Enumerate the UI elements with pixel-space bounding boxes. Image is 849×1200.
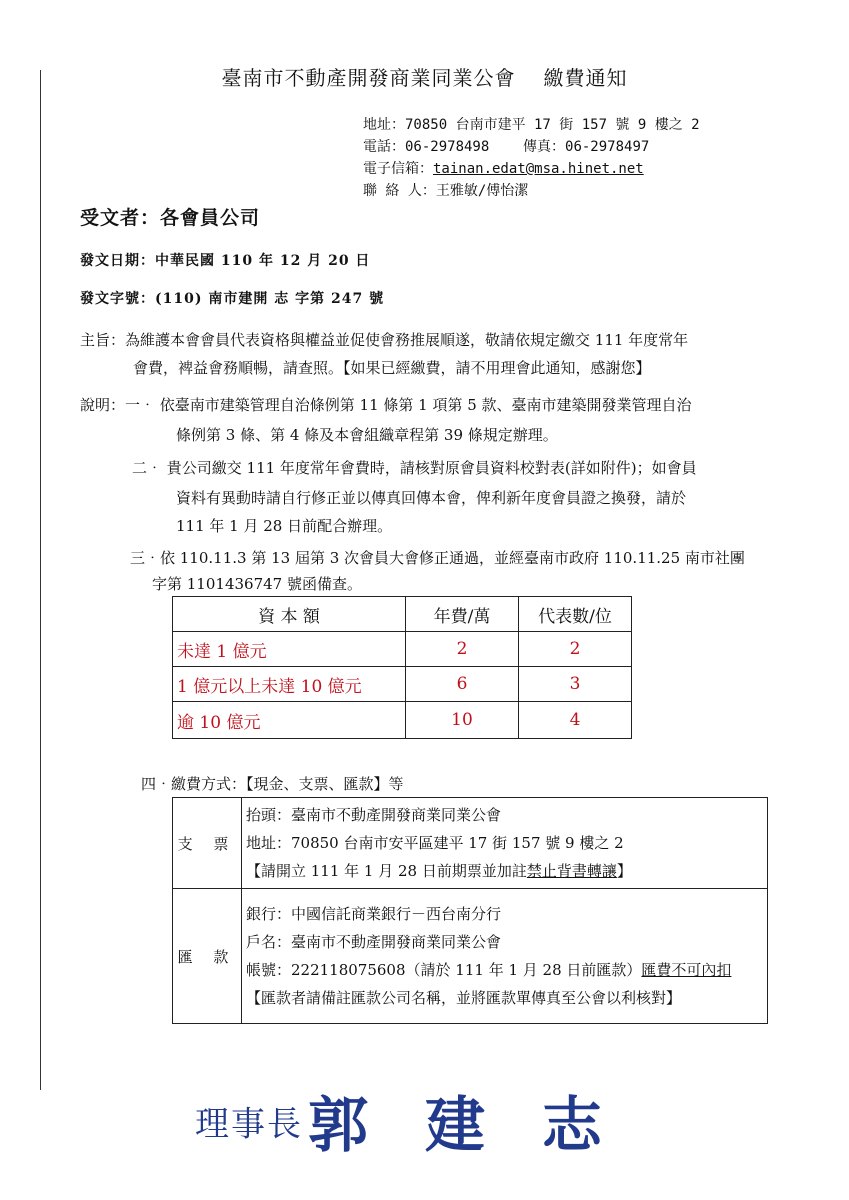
wire-account — [246, 956, 763, 984]
contact-address: 地址：70850 台南市建平 17 街 157 號 9 樓之 2 — [363, 117, 700, 133]
reps-cell: 2 — [519, 632, 632, 667]
fee-table-header — [173, 597, 632, 632]
reps-cell: 4 — [519, 702, 632, 739]
signature-role: 理事長 — [195, 1104, 303, 1145]
fee-table — [172, 596, 632, 739]
org-name: 臺南市不動產開發商業同業公會 — [221, 66, 516, 90]
wire-label: 匯 款 — [173, 889, 242, 1024]
table-row — [173, 702, 632, 739]
explanation-item2-line3: 111 年 1 月 28 日前配合辦理。 — [176, 517, 393, 535]
check-note-post: 】 — [616, 862, 632, 880]
subject-line-1: 主旨：為維護本會會員代表資格與權益並促使會務推展順遂，敬請依規定繳交 111 年度常年 — [80, 331, 689, 349]
recipient: 受文者：各會員公司 — [80, 207, 261, 229]
explanation-item3-line1: 三‧依 110.11.3 第 13 屆第 3 次會員大會修正通過，並經臺南市政府 110.11.25 南市社團 — [130, 549, 745, 567]
explanation-item1-line2: 條例第 3 條、第 4 條及本會組織章程第 39 條規定辦理。 — [176, 426, 558, 444]
wire-account-number: 帳號：222118075608（請於 111 年 1 月 28 日前匯款） — [246, 961, 642, 979]
fee-cell: 6 — [406, 667, 519, 702]
contact-fax: 傳真：06-2978497 — [523, 139, 650, 155]
header-capital: 資 本 額 — [173, 597, 406, 632]
payment-row-check — [173, 798, 768, 889]
wire-account-emphasis: 匯費不可內扣 — [641, 961, 732, 979]
check-note-pre: 【請開立 111 年 1 月 28 日前期票並加註 — [246, 862, 527, 880]
fee-cell: 2 — [406, 632, 519, 667]
page-title — [0, 62, 849, 91]
contact-person: 聯 絡 人：王雅敏/傅怡潔 — [363, 183, 529, 199]
check-label: 支 票 — [173, 798, 242, 889]
table-row — [173, 667, 632, 702]
issue-number: 發文字號：(110) 南市建開 志 字第 247 號 — [80, 291, 385, 307]
reps-cell: 3 — [519, 667, 632, 702]
check-note-emphasis: 禁止背書轉讓 — [526, 862, 617, 880]
capital-cell: 1 億元以上未達 10 億元 — [173, 667, 406, 702]
explanation-item2-line1: 二‧ 貴公司繳交 111 年度常年會費時，請核對原會員資料校對表(詳如附件)；如會員 — [132, 459, 697, 477]
wire-details — [242, 889, 768, 1024]
wire-note: 【匯款者請備註匯款公司名稱，並將匯款單傳真至公會以利核對】 — [246, 989, 682, 1007]
doc-type: 繳費通知 — [543, 66, 628, 90]
explanation-item3-line2: 字第 1101436747 號函備查。 — [152, 575, 362, 593]
contact-block — [363, 114, 700, 202]
check-address: 地址：70850 台南市安平區建平 17 街 157 號 9 樓之 2 — [246, 834, 624, 852]
header-rep-count: 代表數/位 — [519, 597, 632, 632]
subject-line-2: 會費，裨益會務順暢，請查照。【如果已經繳費，請不用理會此通知，感謝您】 — [133, 359, 651, 377]
contact-email-row — [363, 158, 700, 180]
wire-account-name: 戶名：臺南市不動產開發商業同業公會 — [246, 933, 502, 951]
table-row — [173, 632, 632, 667]
explanation-item1-line1: 說明：一‧ 依臺南市建築管理自治條例第 11 條第 1 項第 5 款、臺南市建築開發業管理自治 — [80, 396, 692, 414]
header-annual-fee: 年費/萬 — [406, 597, 519, 632]
wire-bank: 銀行：中國信託商業銀行－西台南分行 — [246, 905, 502, 923]
payment-heading: 四‧繳費方式：【現金、支票、匯款】等 — [141, 775, 404, 793]
payment-table — [172, 797, 768, 1024]
contact-phone: 電話：06-2978498 — [363, 139, 490, 155]
signature-stamp — [195, 1078, 620, 1164]
check-details — [242, 798, 768, 889]
contact-phone-fax — [363, 136, 700, 158]
check-payee: 抬頭：臺南市不動產開發商業同業公會 — [246, 806, 502, 824]
check-note — [246, 857, 763, 885]
fee-cell: 10 — [406, 702, 519, 739]
email-link[interactable]: tainan.edat@msa.hinet.net — [433, 161, 644, 177]
issue-date: 發文日期：中華民國 110 年 12 月 20 日 — [80, 253, 371, 269]
capital-cell: 逾 10 億元 — [173, 702, 406, 739]
margin-line — [40, 70, 41, 1090]
capital-cell: 未達 1 億元 — [173, 632, 406, 667]
email-label: 電子信箱： — [363, 161, 433, 177]
payment-row-wire — [173, 889, 768, 1024]
signature-name: 郭 建 志 — [308, 1091, 620, 1161]
explanation-item2-line2: 資料有異動時請自行修正並以傳真回傳本會，俾利新年度會員證之換發，請於 — [176, 489, 687, 507]
